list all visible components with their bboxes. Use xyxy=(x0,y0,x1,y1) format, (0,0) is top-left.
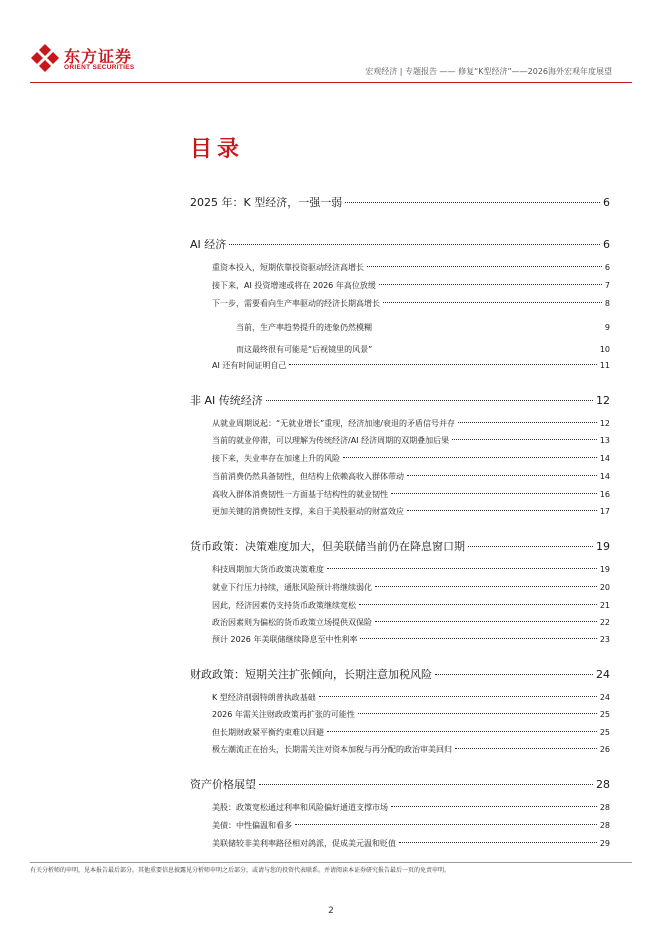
toc-entry-page: 14 xyxy=(599,454,610,463)
toc-leader-dots xyxy=(468,546,593,547)
toc-entry-level-2[interactable] xyxy=(212,634,610,645)
toc-entry-page: 25 xyxy=(599,710,610,719)
toc-entry-page: 12 xyxy=(599,419,610,428)
toc-entry-level-2[interactable] xyxy=(212,582,610,593)
brand-name-cn: 东方证券 xyxy=(64,47,133,66)
toc-leader-dots xyxy=(435,674,593,675)
toc-leader-dots xyxy=(266,400,593,401)
toc-entry-title: 2025 年：K 型经济，一强一弱 xyxy=(190,196,343,209)
toc-entry-level-2[interactable] xyxy=(212,692,610,703)
toc-entry-title: 预计 2026 年美联储继续降息至中性利率 xyxy=(212,635,358,644)
toc-entry-title: 极左潮流正在抬头，长期需关注对资本加税与再分配的政治审美回归 xyxy=(212,745,452,754)
toc-entry-page: 21 xyxy=(599,601,610,610)
toc-leader-dots xyxy=(375,621,597,622)
toc-entry-page: 6 xyxy=(604,263,610,272)
toc-entry-title: 接下来，失业率存在加速上升的风险 xyxy=(212,454,340,463)
toc-entry-page: 28 xyxy=(596,778,610,791)
toc-entry-title: 科技周期加大货币政策决策难度 xyxy=(212,565,324,574)
toc-entry-level-2[interactable] xyxy=(212,564,610,575)
toc-leader-dots xyxy=(379,284,602,285)
toc-leader-dots xyxy=(327,568,597,569)
toc-entry-title: 从就业周期说起：“无就业增长”重现，经济加速/衰退的矛盾信号并存 xyxy=(212,419,455,428)
toc-entry-page: 24 xyxy=(599,693,610,702)
toc-entry-level-1[interactable] xyxy=(190,666,610,682)
toc-entry-page: 6 xyxy=(603,238,610,251)
toc-entry-level-2[interactable] xyxy=(212,418,610,429)
toc-entry-level-2[interactable] xyxy=(212,435,610,446)
toc-leader-dots xyxy=(375,586,597,587)
toc-entry-level-2[interactable] xyxy=(212,471,610,482)
toc-entry-level-2[interactable] xyxy=(212,262,610,273)
toc-entry-title: 当前的就业停滞，可以理解为传统经济/AI 经济周期的双期叠加后果 xyxy=(212,436,450,445)
toc-entry-level-2[interactable] xyxy=(212,506,610,517)
toc-entry-title: 财政政策：短期关注扩张倾向，长期注意加税风险 xyxy=(190,668,432,681)
toc-entry-level-2[interactable] xyxy=(212,489,610,500)
toc-leader-dots xyxy=(367,266,602,267)
toc-entry-title: 2026 年需关注财政政策再扩张的可能性 xyxy=(212,710,355,719)
brand-logo xyxy=(30,40,150,76)
toc-entry-title: 美联储较非美利率路径相对鸽派，促成美元温和贬值 xyxy=(212,839,396,848)
toc-entry-title: 高收入群体消费韧性一方面基于结构性的就业韧性 xyxy=(212,490,388,499)
toc-leader-dots xyxy=(399,842,597,843)
toc-entry-level-1[interactable] xyxy=(190,194,610,210)
toc-entry-page: 25 xyxy=(599,728,610,737)
toc-leader-dots xyxy=(345,202,600,203)
toc-entry-page: 19 xyxy=(596,540,610,553)
toc-entry-title: 美股：政策宽松通过利率和风险偏好通道支撑市场 xyxy=(212,803,388,812)
toc-entry-page: 28 xyxy=(599,803,610,812)
toc-entry-title: 更加关键的消费韧性支撑，来自于美股驱动的财富效应 xyxy=(212,507,404,516)
toc-entry-title: 就业下行压力持续，通胀风险预计将继续弱化 xyxy=(212,583,372,592)
orient-securities-logo-icon xyxy=(30,43,60,73)
toc-entry-page: 8 xyxy=(604,299,610,308)
toc-entry-page: 7 xyxy=(604,281,610,290)
toc-entry-level-1[interactable] xyxy=(190,392,610,408)
toc-entry-page: 20 xyxy=(599,583,610,592)
toc-leader-dots xyxy=(358,713,597,714)
toc-entry-level-2[interactable] xyxy=(212,802,610,813)
toc-entry-title: 美债：中性偏温和看多 xyxy=(212,821,292,830)
toc-leader-dots xyxy=(343,457,597,458)
toc-entry-level-2[interactable] xyxy=(212,617,610,628)
toc-entry-page: 14 xyxy=(599,472,610,481)
toc-entry-page: 23 xyxy=(599,635,610,644)
toc-entry-level-3[interactable] xyxy=(236,322,610,333)
toc-entry-title: 非 AI 传统经济 xyxy=(190,394,263,407)
toc-entry-page: 24 xyxy=(596,668,610,681)
toc-entry-page: 12 xyxy=(596,394,610,407)
toc-entry-level-2[interactable] xyxy=(212,600,610,611)
toc-entry-title: 下一步，需要看向生产率驱动的经济长期高增长 xyxy=(212,299,380,308)
toc-entry-level-2[interactable] xyxy=(212,744,610,755)
toc-leader-dots xyxy=(319,696,597,697)
toc-leader-dots xyxy=(359,604,597,605)
toc-entry-title: 资产价格展望 xyxy=(190,778,256,791)
toc-leader-dots xyxy=(383,302,602,303)
toc-entry-page: 13 xyxy=(599,436,610,445)
toc-entry-title: 货币政策：决策难度加大，但美联储当前仍在降息窗口期 xyxy=(190,540,465,553)
toc-entry-page: 26 xyxy=(599,745,610,754)
toc-entry-level-2[interactable] xyxy=(212,453,610,464)
toc-title: 目录 xyxy=(190,137,245,162)
toc-entry-level-2[interactable] xyxy=(212,838,610,849)
toc-entry-title: 当前消费仍然具备韧性，但结构上依赖高收入群体带动 xyxy=(212,472,404,481)
toc-entry-page: 17 xyxy=(599,507,610,516)
toc-entry-page: 10 xyxy=(599,345,610,354)
toc-leader-dots xyxy=(391,806,597,807)
toc-leader-dots xyxy=(327,731,597,732)
toc-leader-dots xyxy=(289,364,596,365)
brand-name-en: ORIENT SECURITIES xyxy=(64,64,135,71)
toc-entry-page: 9 xyxy=(604,323,610,332)
toc-entry-page: 11 xyxy=(599,361,610,370)
toc-leader-dots xyxy=(360,638,596,639)
toc-entry-level-2[interactable] xyxy=(212,709,610,720)
toc-leader-dots xyxy=(391,493,597,494)
toc-entry-title: 因此，经济因素仍支持货币政策继续宽松 xyxy=(212,601,356,610)
page-number: 2 xyxy=(328,906,334,916)
toc-entry-title: 而这最终很有可能是“后视镜里的风景” xyxy=(236,345,373,354)
toc-leader-dots xyxy=(229,244,600,245)
toc-entry-level-1[interactable] xyxy=(190,776,610,792)
toc-leader-dots xyxy=(455,748,597,749)
toc-entry-level-1[interactable] xyxy=(190,236,610,252)
toc-leader-dots xyxy=(295,824,597,825)
toc-entry-level-1[interactable] xyxy=(190,538,610,554)
toc-entry-level-2[interactable] xyxy=(212,298,610,309)
toc-leader-dots xyxy=(407,510,597,511)
toc-entry-level-2[interactable] xyxy=(212,360,610,371)
toc-entry-title: AI 经济 xyxy=(190,238,227,251)
header-divider xyxy=(30,82,632,83)
toc-entry-title: K 型经济削弱特朗普执政基础 xyxy=(212,693,316,702)
toc-entry-level-2[interactable] xyxy=(212,727,610,738)
toc-entry-page: 19 xyxy=(599,565,610,574)
toc-entry-level-2[interactable] xyxy=(212,280,610,291)
toc-entry-level-3[interactable] xyxy=(236,344,610,355)
toc-entry-title: 当前，生产率趋势提升的迹象仍然模糊 xyxy=(236,323,372,332)
toc-entry-title: 接下来，AI 投资增速或将在 2026 年高位放缓 xyxy=(212,281,376,290)
toc-entry-page: 22 xyxy=(599,618,610,627)
toc-entry-page: 28 xyxy=(599,821,610,830)
report-header: 宏观经济 | 专题报告 —— 修复“K型经济”——2026海外宏观年度展望 xyxy=(365,67,612,76)
toc-entry-level-2[interactable] xyxy=(212,820,610,831)
toc-leader-dots xyxy=(407,475,597,476)
toc-entry-title: AI 还有时间证明自己 xyxy=(212,361,287,370)
toc-leader-dots xyxy=(458,422,597,423)
toc-entry-page: 16 xyxy=(599,490,610,499)
footer-disclaimer: 有关分析师的申明，见本报告最后部分。其他重要信息披露见分析师申明之后部分，或请与您的投资代表联系。并请阅读本证券研究报告最后一页的免责申明。 xyxy=(30,862,632,874)
toc-entry-page: 29 xyxy=(599,839,610,848)
toc-leader-dots xyxy=(452,439,597,440)
toc-entry-title: 但长期财政紧平衡约束难以回避 xyxy=(212,728,324,737)
toc-entry-title: 重资本投入，短期依靠投资驱动经济高增长 xyxy=(212,263,364,272)
toc-leader-dots xyxy=(259,784,593,785)
toc-entry-title: 政治因素则为偏松的货币政策立场提供双保险 xyxy=(212,618,372,627)
toc-entry-page: 6 xyxy=(603,196,610,209)
